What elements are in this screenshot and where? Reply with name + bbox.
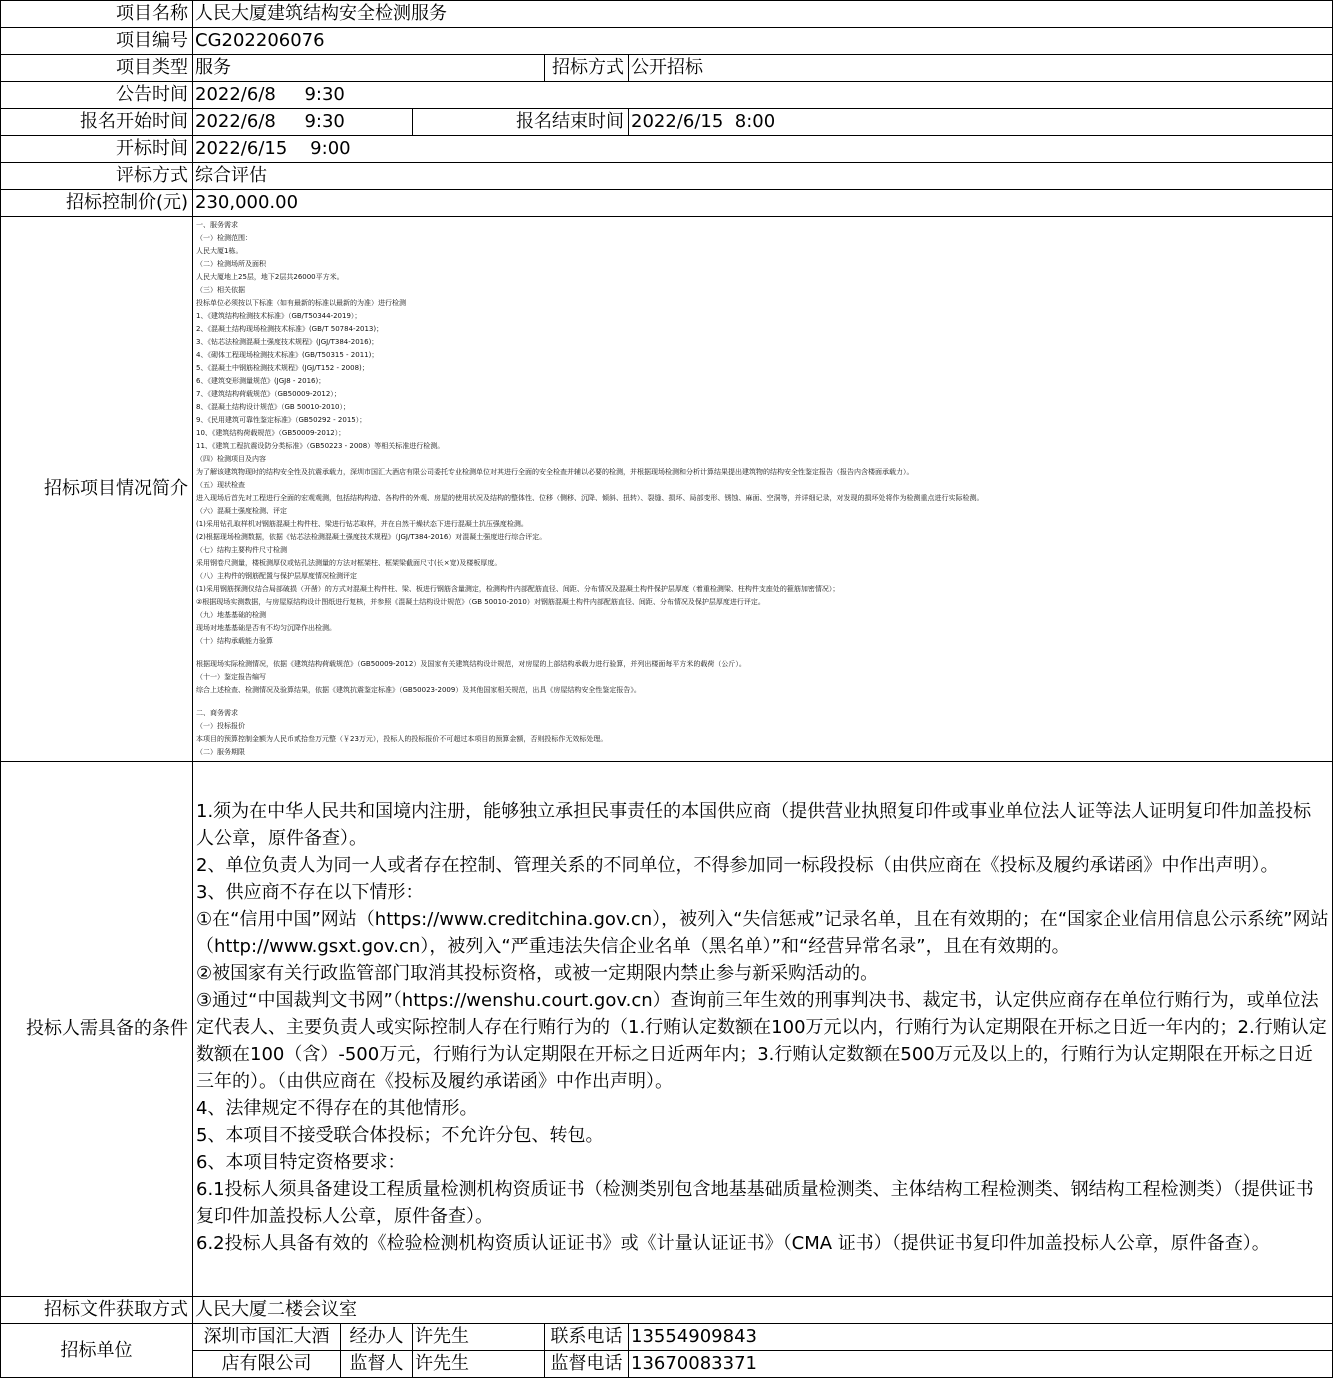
project-type-value: 服务 <box>193 55 545 82</box>
condition-item: 2、单位负责人为同一人或者存在控制、管理关系的不同单位，不得参加同一标段投标（由供应商在《投标及履约承诺函》中作出声明）。 <box>196 854 1279 876</box>
project-name-label: 项目名称 <box>1 1 193 28</box>
intro-line: 综合上述检查、检测情况及验算结果，依据《建筑抗震鉴定标准》（GB50023-2009）及其他国家相关规范，出具《房屋结构安全性鉴定报告》。 <box>196 686 641 694</box>
reg-end-label: 报名结束时间 <box>413 109 629 136</box>
row-bidder-2 <box>1 1351 1333 1378</box>
handler-value: 许先生 <box>413 1324 545 1351</box>
intro-line: 进入现场后首先对工程进行全面的宏观观测，包括结构构造、各构件的外观、房屋的使用状况及结构的整体性、位移（侧移、沉降、倾斜、扭转）、裂缝、损坏、局部变形、锈蚀、麻面、空洞等，并详细记录，对发现的损坏处将作为检测重点进行实际检测。 <box>196 494 984 502</box>
row-registration <box>1 109 1333 136</box>
intro-gap <box>196 697 1329 707</box>
conditions-label: 投标人需具备的条件 <box>1 762 193 1297</box>
condition-item: ①在“信用中国”网站（https://www.creditchina.gov.cn），被列入“失信惩戒”记录名单，且在有效期的；在“国家企业信用信息公示系统”网站（http://www.gsxt.gov.cn），被列入“严重违法失信企业名单（黑名单）”和“经营异常名录”，且在有效期的。 <box>196 908 1329 957</box>
intro-line: （一）投标报价 <box>196 722 245 730</box>
company-name-line1: 深圳市国汇大酒 <box>193 1324 341 1351</box>
intro-line: （二）服务期限 <box>196 748 245 756</box>
intro-line: 本项目的预算控制金额为人民币贰拾叁万元整（￥23万元），投标人的投标报价不可超过本项目的预算金额，否则投标作无效标处理。 <box>196 735 608 743</box>
intro-line: 二、商务需求 <box>196 709 238 717</box>
intro-line: 人民大厦地上25层，地下2层共26000平方米。 <box>196 273 344 281</box>
condition-item: 1.须为在中华人民共和国境内注册，能够独立承担民事责任的本国供应商（提供营业执照复印件或事业单位法人证等法人证明复印件加盖投标人公章，原件备查）。 <box>196 800 1312 849</box>
row-doc-method <box>1 1297 1333 1324</box>
intro-line: 1、《建筑结构检测技术标准》（GB/T50344-2019）； <box>196 312 362 320</box>
row-conditions <box>1 762 1333 1297</box>
intro-line: （二）检测场所及面积 <box>196 260 266 268</box>
doc-method-value: 人民大厦二楼会议室 <box>193 1297 1333 1324</box>
intro-line: 为了解该建筑物现时的结构安全性及抗震承载力，深圳市国汇大酒店有限公司委托专业检测单位对其进行全面的安全检查并辅以必要的检测，并根据现场检测和分析计算结果提出建筑物的结构安全性鉴定报告（报告内含楼面承载力）。 <box>196 468 914 476</box>
intro-line: 5、《混凝土中钢筋检测技术规程》(JGJ/T152 - 2008)； <box>196 364 369 372</box>
row-project-type <box>1 55 1333 82</box>
conditions-list <box>196 798 1329 1257</box>
control-price-label: 招标控制价(元) <box>1 190 193 217</box>
intro-line: 4、《砌体工程现场检测技术标准》(GB/T50315 - 2011)； <box>196 351 379 359</box>
intro-content <box>193 217 1333 762</box>
condition-item: 4、法律规定不得存在的其他情形。 <box>196 1097 478 1119</box>
intro-line: （九）地基基础的检测 <box>196 611 266 619</box>
intro-label: 招标项目情况简介 <box>1 217 193 762</box>
row-open-time <box>1 136 1333 163</box>
control-price-value: 230,000.00 <box>193 190 1333 217</box>
reg-end-value: 2022/6/15 8:00 <box>629 109 1333 136</box>
supervisor-value: 许先生 <box>413 1351 545 1378</box>
intro-line: （七）结构主要构件尺寸检测 <box>196 546 287 554</box>
intro-line: （一）检测范围： <box>196 234 252 242</box>
intro-line: （三）相关依据 <box>196 286 245 294</box>
intro-line: 人民大厦1栋。 <box>196 247 243 255</box>
supervisor-label: 监督人 <box>341 1351 413 1378</box>
intro-line: (2)根据现场检测数据，依据《钻芯法检测混凝土强度技术规程》（JGJ/T384-2016）对混凝土强度进行综合评定。 <box>196 533 547 541</box>
intro-line: 6、《建筑变形测量规范》(JGJ8 - 2016)； <box>196 377 326 385</box>
project-no-value: CG202206076 <box>193 28 1333 55</box>
intro-line: 10、《建筑结构荷载规范》（GB50009-2012）； <box>196 429 346 437</box>
condition-item: 6.2投标人具备有效的《检验检测机构资质认证证书》或《计量认证证书》（CMA 证书）（提供证书复印件加盖投标人公章，原件备查）。 <box>196 1232 1270 1254</box>
intro-line: 7、《建筑结构荷载规范》（GB50009-2012）； <box>196 390 341 398</box>
intro-line: (1)采用钢筋探测仪结合局部破损（开凿）的方式对混凝土构件柱、梁、板进行钢筋含量测定，检测构件内部配筋直径、间距、分布情况及混凝土构件保护层厚度（着重检测梁、柱构件支座处的箍筋加密情况）； <box>196 585 840 593</box>
intro-line: ②根据现场实测数据，与房屋原结构设计图纸进行复核，并参照《混凝土结构设计规范》（GB 50010-2010）对钢筋混凝土构件内部配筋直径、间距、分布情况及保护层厚度进行评定。 <box>196 598 765 606</box>
intro-line: 根据现场实际检测情况，依据《建筑结构荷载规范》（GB50009-2012）及国家有关建筑结构设计规范，对房屋的上部结构承载力进行验算，并列出楼面每平方米的载荷（公斤）。 <box>196 660 746 668</box>
condition-item: 6、本项目特定资格要求： <box>196 1151 406 1173</box>
reg-start-value: 2022/6/8 9:30 <box>193 109 413 136</box>
condition-item: 3、供应商不存在以下情形： <box>196 881 424 903</box>
project-name-value: 人民大厦建筑结构安全检测服务 <box>193 1 1333 28</box>
announce-time-value: 2022/6/8 9:30 <box>193 82 1333 109</box>
condition-item: 6.1投标人须具备建设工程质量检测机构资质证书（检测类别包含地基基础质量检测类、主体结构工程检测类、钢结构工程检测类）（提供证书复印件加盖投标人公章，原件备查）。 <box>196 1178 1314 1227</box>
supervisor-phone-value: 13670083371 <box>629 1351 1333 1378</box>
row-intro <box>1 217 1333 762</box>
intro-line: 3、《钻芯法检测混凝土强度技术规程》(JGJ/T384-2016)； <box>196 338 379 346</box>
row-project-no <box>1 28 1333 55</box>
intro-line: (1)采用钻孔取样机对钢筋混凝土构件柱、梁进行钻芯取样，并在自然干燥状态下进行混凝土抗压强度检测。 <box>196 520 528 528</box>
intro-line: （五）现状检查 <box>196 481 245 489</box>
intro-lines <box>196 219 1329 759</box>
row-eval-method <box>1 163 1333 190</box>
bidder-unit-label: 招标单位 <box>1 1324 193 1378</box>
conditions-content <box>193 762 1333 1297</box>
row-announce-time <box>1 82 1333 109</box>
project-type-label: 项目类型 <box>1 55 193 82</box>
project-no-label: 项目编号 <box>1 28 193 55</box>
open-time-value: 2022/6/15 9:00 <box>193 136 1333 163</box>
row-control-price <box>1 190 1333 217</box>
intro-line: 8、《混凝土结构设计规范》（GB 50010-2010）； <box>196 403 351 411</box>
handler-label: 经办人 <box>341 1324 413 1351</box>
intro-line: 2、《混凝土结构现场检测技术标准》(GB/T 50784-2013)； <box>196 325 384 333</box>
phone-label: 联系电话 <box>545 1324 629 1351</box>
row-bidder-1 <box>1 1324 1333 1351</box>
intro-line: （八）主构件的钢筋配置与保护层厚度情况检测评定 <box>196 572 357 580</box>
bid-method-label: 招标方式 <box>545 55 629 82</box>
intro-line: 投标单位必须按以下标准（如有最新的标准以最新的为准）进行检测 <box>196 299 406 307</box>
intro-line: 采用钢卷尺测量，楼板测厚仪或钻孔法测量的方法对框架柱、框架梁截面尺寸(长×宽)及楼板厚度。 <box>196 559 502 567</box>
intro-line: 11、《建筑工程抗震设防分类标准》（GB50223 - 2008）等相关标准进行检测。 <box>196 442 445 450</box>
condition-item: 5、本项目不接受联合体投标；不允许分包、转包。 <box>196 1124 604 1146</box>
reg-start-label: 报名开始时间 <box>1 109 193 136</box>
open-time-label: 开标时间 <box>1 136 193 163</box>
intro-line: （六）混凝土强度检测、评定 <box>196 507 287 515</box>
row-project-name <box>1 1 1333 28</box>
eval-method-value: 综合评估 <box>193 163 1333 190</box>
phone-value: 13554909843 <box>629 1324 1333 1351</box>
supervisor-phone-label: 监督电话 <box>545 1351 629 1378</box>
condition-item: ③通过“中国裁判文书网”（https://wenshu.court.gov.cn）查询前三年生效的刑事判决书、裁定书，认定供应商存在单位行贿行为，或单位法定代表人、主要负责人或实际控制人存在行贿行为的（1.行贿认定数额在100万元以内，行贿行为认定期限在开标之日近一年内的；2.行贿认定数额在100（含）-500万元，行贿行为认定期限在开标之日近两年内；3.行贿认定数额在500万元及以上的，行贿行为认定期限在开标之日近三年的）。（由供应商在《投标及履约承诺函》中作出声明）。 <box>196 989 1327 1092</box>
company-name-line2: 店有限公司 <box>193 1351 341 1378</box>
announce-time-label: 公告时间 <box>1 82 193 109</box>
intro-line: 9、《民用建筑可靠性鉴定标准》（GB50292 - 2015）； <box>196 416 367 424</box>
intro-line: （十）结构承载能力验算 <box>196 637 273 645</box>
intro-line: 现场对地基基础是否有不均匀沉降作出检测。 <box>196 624 336 632</box>
condition-item: ②被国家有关行政监管部门取消其投标资格，或被一定期限内禁止参与新采购活动的。 <box>196 962 879 984</box>
intro-line: 一、服务需求 <box>196 221 238 229</box>
intro-line: （十一）鉴定报告编写 <box>196 673 266 681</box>
eval-method-label: 评标方式 <box>1 163 193 190</box>
doc-method-label: 招标文件获取方式 <box>1 1297 193 1324</box>
intro-gap <box>196 648 1329 658</box>
intro-line: （四）检测项目及内容 <box>196 455 266 463</box>
bid-method-value: 公开招标 <box>629 55 1333 82</box>
